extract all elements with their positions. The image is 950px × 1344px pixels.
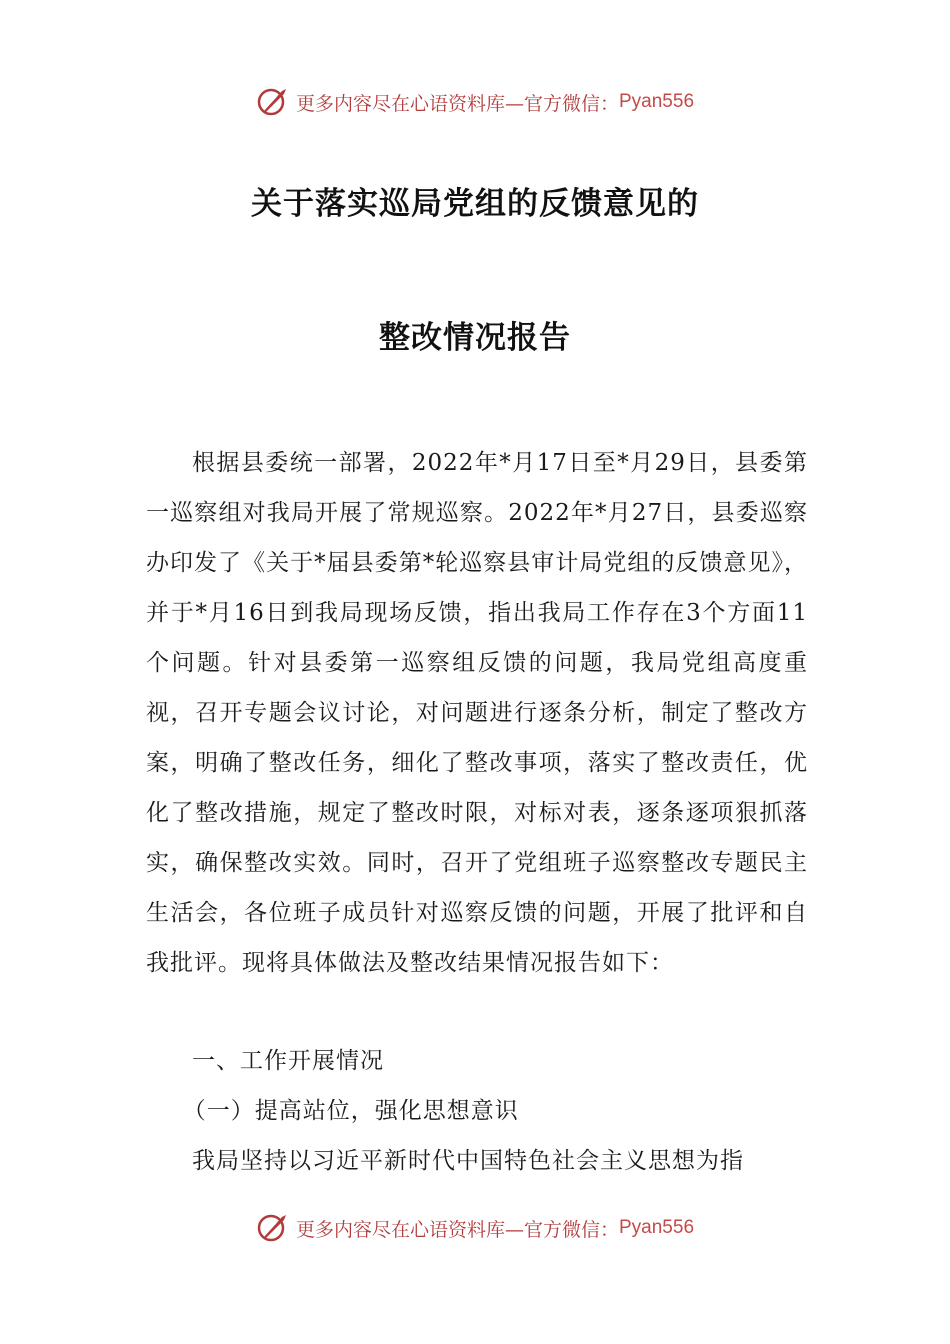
document-title-line2: 整改情况报告 <box>379 320 571 356</box>
banner-wechat-id: Pyan556 <box>619 1217 695 1238</box>
document-title-line1: 关于落实巡局党组的反馈意见的 <box>251 186 699 222</box>
body-paragraph-2: 我局坚持以习近平新时代中国特色社会主义思想为指 <box>192 1148 744 1174</box>
quill-logo-icon <box>256 85 290 119</box>
header-banner <box>0 80 950 124</box>
footer-banner <box>0 1206 950 1250</box>
banner-wechat-id: Pyan556 <box>619 91 695 112</box>
subsection-heading-1: （一）提高站位，强化思想意识 <box>182 1098 519 1124</box>
body-paragraph-1: 根据县委统一部署，2022年*月17日至*月29日，县委第一巡察组对我局开展了常规巡察。2022年*月27日，县委巡察办印发了《关于*届县委第*轮巡察县审计局党组的反馈意见》，并于*月16日到我局现场反馈，指出我局工作存在3个方面11个问题。针对县委第一巡察组反馈的问题，我局党组高度重视，召开专题会议讨论，对问题进行逐条分析，制定了整改方案，明确了整改任务，细化了整改事项，落实了整改责任，优化了整改措施，规定了整改时限，对标对表，逐条逐项狠抓落实，确保整改实效。同时，召开了党组班子巡察整改专题民主生活会，各位班子成员针对巡察反馈的问题，开展了批评和自我批评。现将具体做法及整改结果情况报告如下： <box>146 450 808 976</box>
section-heading-1: 一、工作开展情况 <box>192 1048 384 1074</box>
banner-text: 更多内容尽在心语资料库—官方微信： <box>295 1218 619 1241</box>
quill-logo-icon <box>256 1211 290 1245</box>
banner-text: 更多内容尽在心语资料库—官方微信： <box>295 92 619 115</box>
